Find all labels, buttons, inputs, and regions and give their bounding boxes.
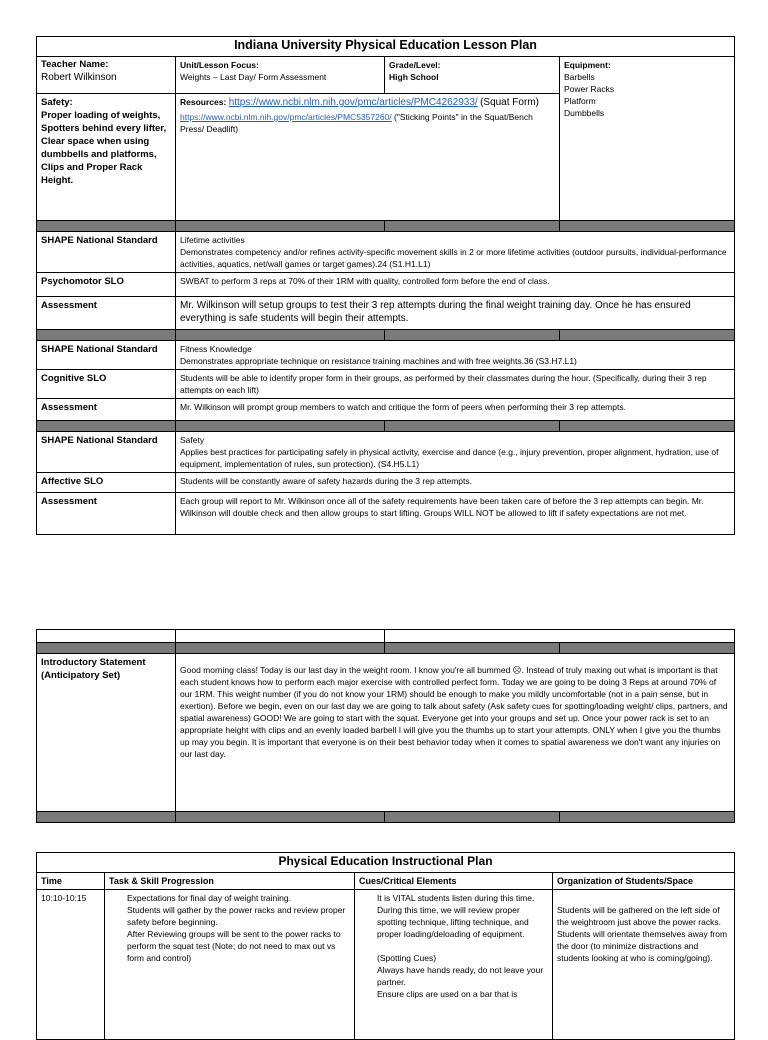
row-time: 10:10-10:15	[37, 890, 105, 1040]
standard-text: Demonstrates appropriate technique on resistance training machines and with free weights.36 (S3.H7.L1)	[180, 356, 577, 366]
unit-cell	[176, 57, 385, 94]
grade-value: High School	[389, 72, 439, 82]
assessment-label: Assessment	[37, 297, 176, 330]
assessment-label: Assessment	[37, 399, 176, 421]
row-cues: It is VITAL students listen during this time. During this time, we will review proper spotting technique, lifting technique, and proper loading/deloading of equipment. (Spotting Cues) Always have hands ready, do not leave your partner. Ensure clips are used on a bar that is	[355, 890, 553, 1040]
resource-link-squat[interactable]: https://www.ncbi.nlm.nih.gov/pmc/articles/PMC4262933/	[228, 97, 478, 108]
standard-label: SHAPE National Standard	[37, 341, 176, 370]
slo-label: Cognitive SLO	[37, 370, 176, 399]
teacher-cell	[37, 57, 176, 94]
slo-label: Affective SLO	[37, 473, 176, 493]
standard-label: SHAPE National Standard	[37, 432, 176, 473]
equipment-label: Equipment:	[564, 60, 611, 70]
lesson-plan-title: Indiana University Physical Education Lesson Plan	[37, 37, 735, 57]
teacher-label: Teacher Name:	[41, 59, 109, 70]
lesson-plan-table	[36, 36, 735, 535]
column-header-organization: Organization of Students/Space	[553, 873, 735, 890]
intro-table	[36, 629, 735, 823]
intro-label: Introductory Statement (Anticipatory Set)	[37, 654, 176, 812]
instructional-plan-table	[36, 852, 735, 1040]
resources-cell	[176, 94, 560, 221]
standard-text: Applies best practices for participating safely in physical activity, exercise and dance (e.g., injury prevention, proper alignment, hydration, use of equipment, implementation of rules, sun protection). (S4.H5.L1)	[180, 447, 719, 469]
resources-label: Resources:	[180, 97, 227, 107]
assessment-text: Mr. Wilkinson will setup groups to test their 3 rep attempts during the final weight training day. Once he has ensured everything is safe students will begin their attempts.	[176, 297, 735, 330]
assessment-text: Each group will report to Mr. Wilkinson once all of the safety requirements have been taken care of before the 3 rep attempts can begin. Mr. Wilkinson will double check and then allow groups to start lifting. Groups WILL NOT be allowed to lift if safety expectations are not met.	[176, 493, 735, 535]
safety-cell	[37, 94, 176, 221]
standard-title: Lifetime activities	[180, 235, 245, 245]
standard-cell	[176, 232, 735, 273]
resource-note-squat: (Squat Form)	[480, 97, 539, 108]
instructional-plan-title: Physical Education Instructional Plan	[37, 853, 735, 873]
unit-value: Weights – Last Day/ Form Assessment	[180, 72, 327, 82]
column-header-cues: Cues/Critical Elements	[355, 873, 553, 890]
grade-cell	[385, 57, 560, 94]
standard-label: SHAPE National Standard	[37, 232, 176, 273]
assessment-label: Assessment	[37, 493, 176, 535]
row-organization: Students will be gathered on the left side of the weightroom just above the power racks. Students will orientate themselves away from the door (to minimize distractions and students looking at who is coming/going).	[553, 890, 735, 1040]
slo-label: Psychomotor SLO	[37, 273, 176, 297]
standard-title: Safety	[180, 435, 205, 445]
assessment-text: Mr. Wilkinson will prompt group members to watch and critique the form of peers when performing their 3 rep attempts.	[176, 399, 735, 421]
column-header-task: Task & Skill Progression	[105, 873, 355, 890]
slo-text: Students will be constantly aware of safety hazards during the 3 rep attempts.	[176, 473, 735, 493]
standard-title: Fitness Knowledge	[180, 344, 252, 354]
slo-text: Students will be able to identify proper form in their groups, as performed by their classmates during the hour. (Specifically, during their 3 rep attempts on each lift)	[176, 370, 735, 399]
standard-cell	[176, 432, 735, 473]
equipment-item: Dumbbells	[564, 108, 605, 118]
intro-text: Good morning class! Today is our last day in the weight room. I know you're all bummed ☹. Instead of truly maxing out what is important is that each student knows how to perform each major exercise with controlled perfect form. Today we are going to be doing 3 Reps at around 70% of our 1RM. This weight number (if you do not know your 1RM) should be enough to make you mildly uncomfortable (not in a pain sense, but in exertion). Before we begin, even on our last day we are going to talk about safety (Ask safety cues for spotting/loading weight/ clips, partners, and spatial awareness) GOOD! We are going to start with the squat. Everyone get into your groups and set up. Once your power rack is set to an appropriate height with clips and an evenly loaded barbell I will give you the thumbs up to start your attempts. ONLY when I give you the thumbs up may you begin. It is important that everyone is on their best behavior today when it comes to spatial awareness we don't want any injuries on our last day.	[176, 654, 735, 812]
standard-text: Demonstrates competency and/or refines activity-specific movement skills in 2 or more lifetime activities (outdoor pursuits, individual-performance activities, aquatics, net/wall games or target games).24 (S1.H1.L1)	[180, 247, 727, 269]
slo-text: SWBAT to perform 3 reps at 70% of their 1RM with quality, controlled form before the end of class.	[176, 273, 735, 297]
equipment-item: Power Racks	[564, 84, 615, 94]
unit-label: Unit/Lesson Focus:	[180, 60, 259, 70]
row-task: Expectations for final day of weight training. Students will gather by the power racks and review proper safety before beginning. After Reviewing groups will be sent to the power racks to perform the squat test (Note; do not need to max out vs form and control)	[105, 890, 355, 1040]
equipment-item: Barbells	[564, 72, 595, 82]
equipment-cell	[560, 57, 735, 221]
safety-label: Safety:	[41, 97, 73, 108]
grade-label: Grade/Level:	[389, 60, 441, 70]
safety-text: Proper loading of weights, Spotters behind every lifter, Clear space when using dumbbells and platforms, Clips and Proper Rack Height.	[41, 110, 167, 186]
resource-note-sticking-points: ("Sticking Points" in the Squat/Bench Press/ Deadlift)	[180, 112, 533, 134]
resource-link-sticking-points[interactable]: https://www.ncbi.nlm.nih.gov/pmc/articles/PMC5357260/	[180, 112, 392, 122]
equipment-item: Platform	[564, 96, 596, 106]
column-header-time: Time	[37, 873, 105, 890]
teacher-name: Robert Wilkinson	[41, 72, 117, 83]
standard-cell	[176, 341, 735, 370]
